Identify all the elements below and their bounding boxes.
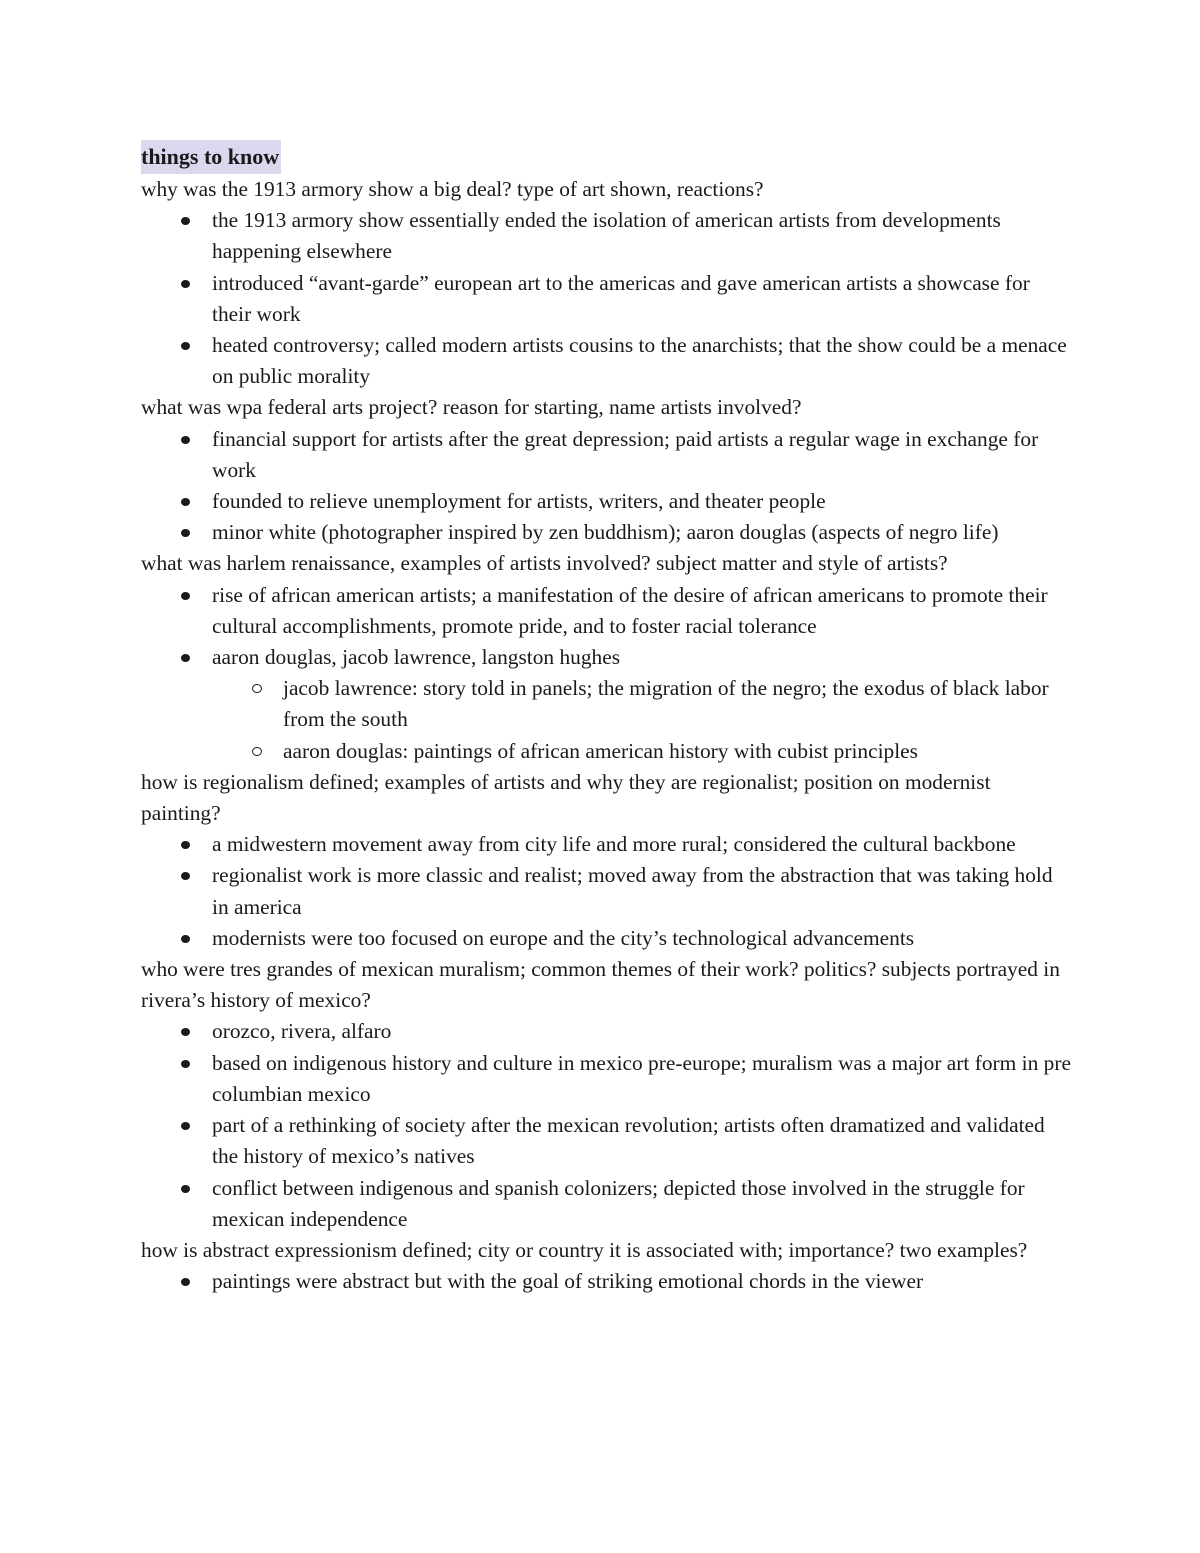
- list-item-text: aaron douglas, jacob lawrence, langston hughes: [212, 645, 621, 670]
- sub-list-item-text: jacob lawrence: story told in panels; the migration of the negro; the exodus of black labor from the south: [283, 676, 1049, 732]
- question: how is regionalism defined; examples of artists and why they are regionalist; position on modernist painting?: [141, 769, 991, 826]
- list-item: [212, 268, 1071, 330]
- list-item-text: a midwestern movement away from city life and more rural; considered the cultural backbone: [212, 832, 1016, 857]
- list-item: [212, 860, 1071, 922]
- list-item-text: founded to relieve unemployment for artists, writers, and theater people: [212, 489, 826, 514]
- list-item-text: regionalist work is more classic and realist; moved away from the abstraction that was taking hold in america: [212, 863, 1053, 919]
- bullet-icon: [181, 1185, 190, 1193]
- list-item-text: minor white (photographer inspired by zen buddhism); aaron douglas (aspects of negro life): [212, 520, 999, 545]
- list-item: [212, 424, 1071, 486]
- question: who were tres grandes of mexican muralism; common themes of their work? politics? subjects portrayed in rivera’s history of mexico?: [141, 957, 1060, 1013]
- list-item-text: paintings were abstract but with the goal of striking emotional chords in the viewer: [212, 1269, 924, 1294]
- bullet-icon: [181, 280, 190, 288]
- bullet-icon: [181, 1060, 190, 1068]
- bullet-list: [141, 1016, 1071, 1234]
- bullet-list: [141, 424, 1071, 549]
- question: what was harlem renaissance, examples of artists involved? subject matter and style of artists?: [141, 551, 948, 576]
- list-item: [212, 205, 1071, 267]
- list-item-text: financial support for artists after the great depression; paid artists a regular wage in exchange for work: [212, 426, 1039, 482]
- bullet-icon: [181, 935, 190, 943]
- list-item: [212, 1110, 1071, 1172]
- list-item: [212, 1266, 1071, 1297]
- list-item: [212, 580, 1071, 642]
- question: what was wpa federal arts project? reason for starting, name artists involved?: [141, 395, 802, 420]
- list-item-text: the 1913 armory show essentially ended the isolation of american artists from developments happening elsewhere: [212, 208, 1001, 264]
- bullet-icon: [181, 498, 190, 506]
- list-item-text: modernists were too focused on europe and the city’s technological advancements: [212, 925, 915, 950]
- list-item-text: heated controversy; called modern artists cousins to the anarchists; that the show could be a menace on public morality: [212, 333, 1067, 389]
- list-item: [212, 1048, 1071, 1110]
- list-item-text: part of a rethinking of society after the mexican revolution; artists often dramatized and validated the history of mexico’s natives: [212, 1113, 1045, 1169]
- bullet-list: [141, 205, 1071, 392]
- bullet-list: [141, 829, 1071, 954]
- page-title: things to know: [141, 140, 281, 174]
- bullet-icon: [181, 436, 190, 444]
- list-item-text: rise of african american artists; a manifestation of the desire of african americans to promote their cultural accomplishments, promote pride, and to foster racial tolerance: [212, 582, 1048, 638]
- list-item: [212, 517, 1071, 548]
- list-item: [212, 486, 1071, 517]
- bullet-icon: [181, 654, 190, 662]
- bullet-icon: [181, 529, 190, 537]
- bullet-icon: [181, 217, 190, 225]
- bullet-icon: [181, 841, 190, 849]
- bullet-icon: [181, 1122, 190, 1130]
- question: why was the 1913 armory show a big deal? type of art shown, reactions?: [141, 177, 764, 201]
- question: how is abstract expressionism defined; city or country it is associated with; importance? two examples?: [141, 1237, 1028, 1262]
- sub-list-item: [283, 673, 1071, 735]
- document-page: [141, 140, 1071, 1297]
- sub-list-item: [283, 736, 1071, 767]
- list-item: [212, 923, 1071, 954]
- list-item: [212, 1016, 1071, 1047]
- bullet-icon: [181, 1278, 190, 1286]
- list-item-text: conflict between indigenous and spanish colonizers; depicted those involved in the struggle for mexican independence: [212, 1175, 1025, 1231]
- bullet-list: [141, 1266, 1071, 1297]
- sub-list-item-text: aaron douglas: paintings of african american history with cubist principles: [283, 738, 919, 763]
- hollow-bullet-icon: [252, 747, 262, 756]
- list-item: [212, 642, 1071, 767]
- sub-bullet-list: [212, 673, 1071, 767]
- bullet-icon: [181, 592, 190, 600]
- bullet-list: [141, 580, 1071, 767]
- bullet-icon: [181, 1028, 190, 1036]
- list-item-text: based on indigenous history and culture in mexico pre-europe; muralism was a major art form in pre columbian mexico: [212, 1050, 1071, 1106]
- bullet-icon: [181, 342, 190, 350]
- hollow-bullet-icon: [252, 684, 262, 693]
- list-item: [212, 330, 1071, 392]
- list-item: [212, 829, 1071, 860]
- list-item-text: introduced “avant-garde” european art to the americas and gave american artists a showcase for their work: [212, 270, 1030, 326]
- list-item: [212, 1173, 1071, 1235]
- bullet-icon: [181, 872, 190, 880]
- list-item-text: orozco, rivera, alfaro: [212, 1019, 392, 1044]
